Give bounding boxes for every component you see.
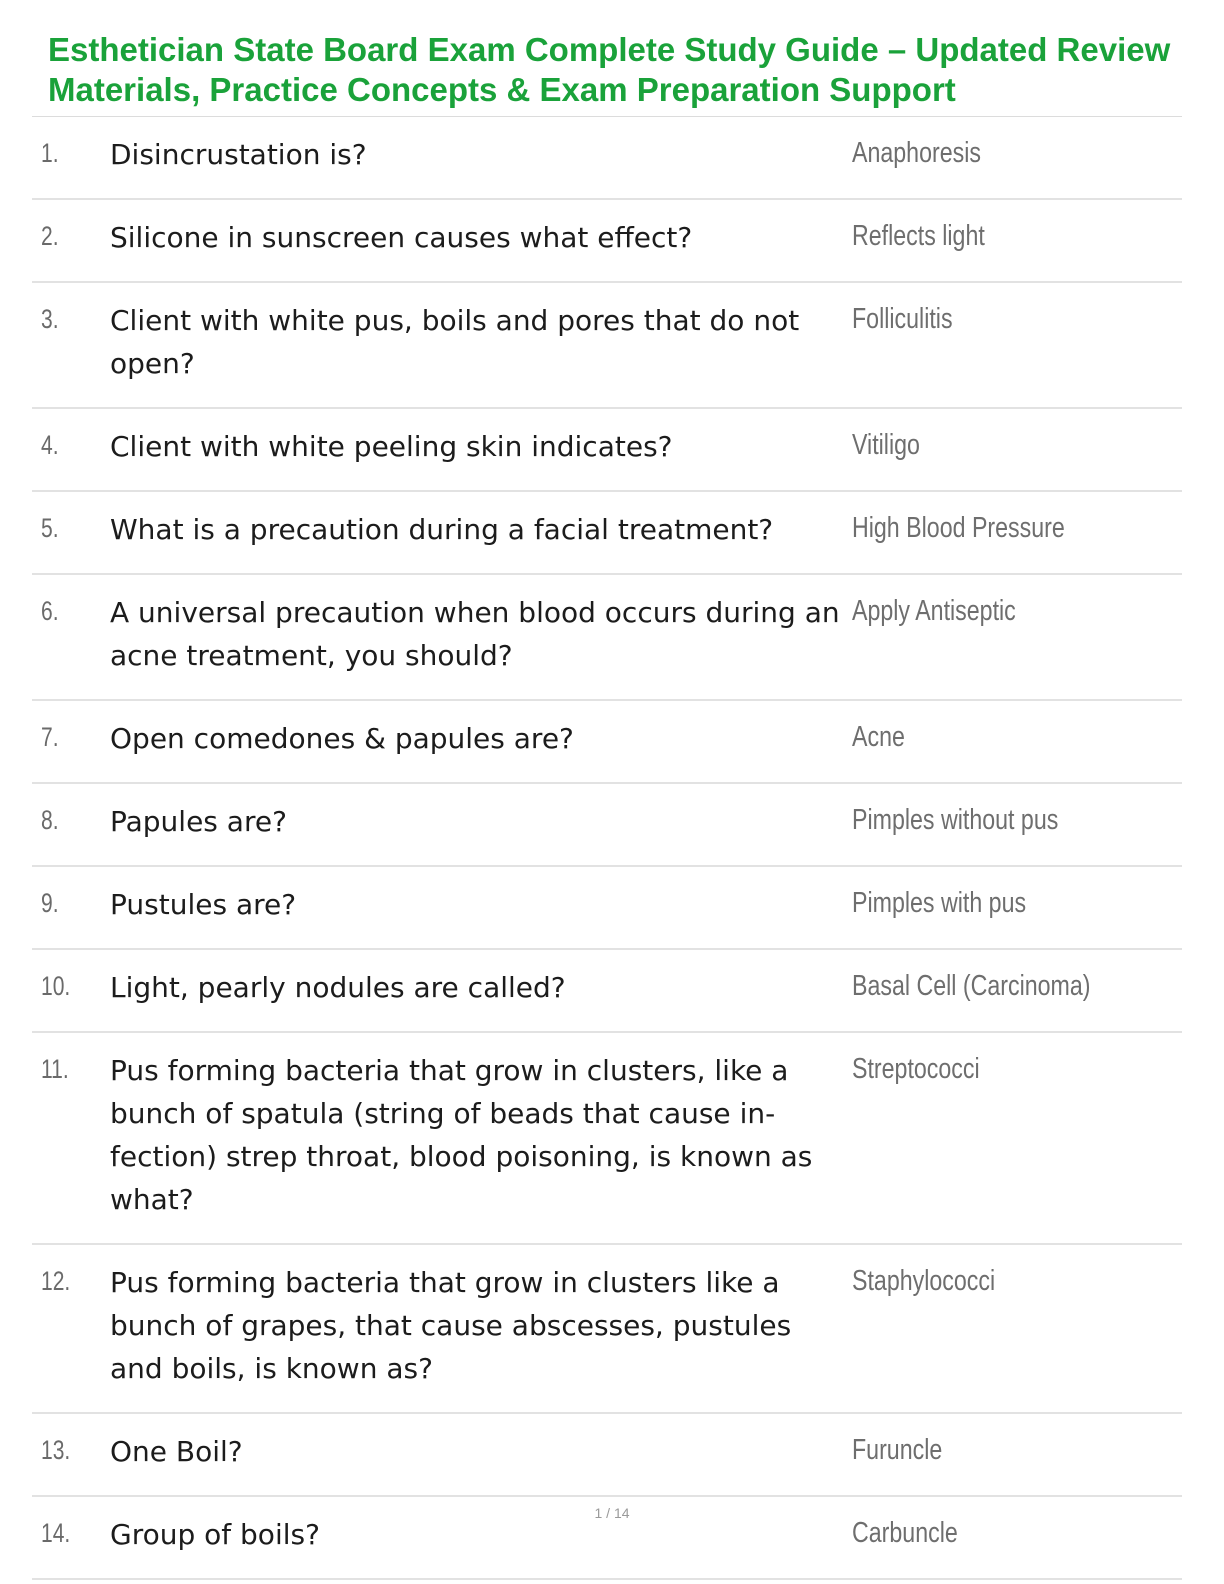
- answer-text: Folliculitis: [852, 303, 953, 335]
- answer-text: Pimples with pus: [852, 887, 1027, 919]
- question-text: Papules are?: [110, 805, 287, 838]
- question-number: 12.: [41, 1266, 71, 1296]
- question-text: Pustules are?: [110, 888, 297, 921]
- qa-row-4: [32, 409, 1182, 492]
- question-answer-table: [32, 116, 1182, 1580]
- qa-row-1: [32, 117, 1182, 200]
- answer-text: Staphylococci: [852, 1265, 996, 1297]
- question-number: 3.: [41, 304, 59, 334]
- qa-row-3: [32, 283, 1182, 409]
- qa-row-9: [32, 867, 1182, 950]
- question-number: 2.: [41, 221, 59, 251]
- answer-text: Acne: [852, 721, 905, 753]
- question-number: 9.: [41, 888, 59, 918]
- qa-row-10: [32, 950, 1182, 1033]
- question-text: Disincrustation is?: [110, 138, 367, 171]
- question-text: Light, pearly nodules are called?: [110, 971, 566, 1004]
- question-text: What is a precaution during a facial treatment?: [110, 513, 774, 546]
- answer-text: Streptococci: [852, 1053, 980, 1085]
- document-title: Esthetician State Board Exam Complete Study Guide – Updated Review Materials, Practice Concepts & Exam Preparation Support: [48, 31, 1171, 108]
- question-number: 6.: [41, 596, 59, 626]
- question-text: Pus forming bacteria that grow in clusters, like a bunch of spatula (string of beads that cause in-fection) strep throat, blood poisoning, is known as what?: [110, 1054, 813, 1216]
- answer-text: Carbuncle: [852, 1517, 958, 1549]
- question-number: 8.: [41, 805, 59, 835]
- page-indicator: 1 / 14: [594, 1505, 630, 1521]
- question-number: 11.: [41, 1054, 69, 1084]
- question-text: Pus forming bacteria that grow in clusters like a bunch of grapes, that cause abscesses, pustules and boils, is known as?: [110, 1266, 792, 1385]
- question-text: Client with white peeling skin indicates?: [110, 430, 673, 463]
- answer-text: Apply Antiseptic: [852, 595, 1016, 627]
- question-number: 1.: [41, 138, 59, 168]
- qa-row-2: [32, 200, 1182, 283]
- question-number: 13.: [41, 1435, 71, 1465]
- answer-text: Vitiligo: [852, 429, 920, 461]
- question-text: Open comedones & papules are?: [110, 722, 574, 755]
- question-number: 7.: [41, 722, 59, 752]
- answer-text: Anaphoresis: [852, 137, 981, 169]
- question-number: 5.: [41, 513, 59, 543]
- qa-row-8: [32, 784, 1182, 867]
- qa-row-5: [32, 492, 1182, 575]
- qa-row-11: [32, 1033, 1182, 1245]
- question-number: 10.: [41, 971, 71, 1001]
- question-text: A universal precaution when blood occurs during an acne treatment, you should?: [110, 596, 840, 672]
- answer-text: Pimples without pus: [852, 804, 1059, 836]
- answer-text: Furuncle: [852, 1434, 943, 1466]
- question-number: 14.: [41, 1518, 71, 1548]
- answer-text: Basal Cell (Carcinoma): [852, 970, 1091, 1002]
- question-number: 4.: [41, 430, 59, 460]
- qa-row-6: [32, 575, 1182, 701]
- question-text: Silicone in sunscreen causes what effect?: [110, 221, 693, 254]
- answer-text: Reflects light: [852, 220, 985, 252]
- qa-row-12: [32, 1245, 1182, 1414]
- answer-text: High Blood Pressure: [852, 512, 1065, 544]
- question-text: One Boil?: [110, 1435, 243, 1468]
- qa-row-13: [32, 1414, 1182, 1497]
- question-text: Client with white pus, boils and pores that do not open?: [110, 304, 800, 380]
- question-text: Group of boils?: [110, 1518, 320, 1551]
- qa-row-7: [32, 701, 1182, 784]
